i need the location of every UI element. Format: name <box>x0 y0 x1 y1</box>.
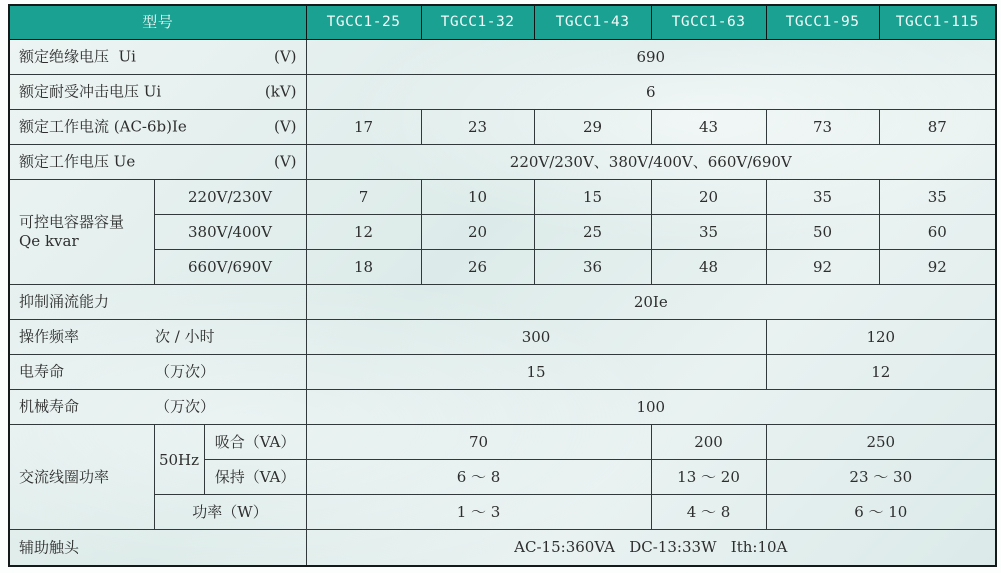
table-row-electrical-life <box>9 355 996 390</box>
table-row-insulation-voltage <box>9 40 996 75</box>
cell-value: 36 <box>534 250 651 285</box>
row-label: 额定绝缘电压 Ui <box>19 47 136 66</box>
table-row-coil-wattage <box>9 495 996 530</box>
cell-value: 200 <box>651 425 766 460</box>
capacity-group-label-cell <box>9 180 154 285</box>
row-unit: (V) <box>273 117 297 136</box>
cell-value: 690 <box>306 40 996 75</box>
cell-value: 220V/230V、380V/400V、660V/690V <box>306 145 996 180</box>
table-row-mechanical-life <box>9 390 996 425</box>
coil-sub-label: 吸合（VA） <box>204 425 306 460</box>
cell-value: 20Ie <box>306 285 996 320</box>
row-label-cell <box>9 285 306 320</box>
cell-value: 6 ～ 10 <box>766 495 996 530</box>
cell-value: 15 <box>534 180 651 215</box>
model-column-header: 型号 <box>9 5 306 40</box>
coil-power-group-label: 交流线圈功率 <box>19 468 110 487</box>
row-unit: (V) <box>273 47 297 66</box>
model-header-tgcc1-32: TGCC1-32 <box>421 5 534 40</box>
capacity-sub-label: 220V/230V <box>154 180 306 215</box>
cell-value: 29 <box>534 110 651 145</box>
table-row-rated-current <box>9 110 996 145</box>
cell-value: 26 <box>421 250 534 285</box>
row-label-cell <box>9 110 306 145</box>
table-row-rated-voltage <box>9 145 996 180</box>
cell-value: 23 <box>421 110 534 145</box>
table-row-inrush-suppression <box>9 285 996 320</box>
cell-value: 23 ～ 30 <box>766 460 996 495</box>
spec-table <box>8 4 997 567</box>
cell-value: 12 <box>306 215 421 250</box>
row-label-cell <box>9 145 306 180</box>
model-header-tgcc1-25: TGCC1-25 <box>306 5 421 40</box>
cell-value: 70 <box>306 425 651 460</box>
cell-value: 300 <box>306 320 766 355</box>
capacity-sub-label: 660V/690V <box>154 250 306 285</box>
row-label-cell <box>9 530 306 566</box>
table-row-capacity-220v <box>9 180 996 215</box>
coil-sub-label: 功率（W） <box>154 495 306 530</box>
row-label: 额定工作电压 Ue <box>19 152 136 171</box>
coil-frequency-cell: 50Hz <box>154 425 204 495</box>
row-unit: (V) <box>273 152 297 171</box>
row-unit: 次 / 小时 <box>155 327 215 346</box>
coil-power-group-label-cell <box>9 425 154 530</box>
model-header-tgcc1-63: TGCC1-63 <box>651 5 766 40</box>
cell-value: 13 ～ 20 <box>651 460 766 495</box>
row-label: 操作频率 <box>19 327 80 346</box>
table-row-capacity-380v <box>9 215 996 250</box>
cell-value: 50 <box>766 215 879 250</box>
model-header-tgcc1-115: TGCC1-115 <box>879 5 996 40</box>
cell-value: 15 <box>306 355 766 390</box>
row-label-cell <box>9 390 306 425</box>
cell-value: 73 <box>766 110 879 145</box>
cell-value: 18 <box>306 250 421 285</box>
row-label: 机械寿命 <box>19 397 80 416</box>
cell-value: 43 <box>651 110 766 145</box>
cell-value: 4 ～ 8 <box>651 495 766 530</box>
row-label-cell <box>9 75 306 110</box>
table-row-operating-frequency <box>9 320 996 355</box>
cell-value: 60 <box>879 215 996 250</box>
cell-value: 20 <box>651 180 766 215</box>
table-row-coil-pickup <box>9 425 996 460</box>
capacity-group-sublabel: Qe kvar <box>19 232 79 251</box>
cell-value: 17 <box>306 110 421 145</box>
cell-value: 120 <box>766 320 996 355</box>
cell-value: 7 <box>306 180 421 215</box>
row-label: 额定耐受冲击电压 Ui <box>19 82 162 101</box>
cell-value: 6 ～ 8 <box>306 460 651 495</box>
row-unit: （万次） <box>155 397 216 416</box>
table-row-capacity-660v <box>9 250 996 285</box>
cell-value: 100 <box>306 390 996 425</box>
cell-value: 10 <box>421 180 534 215</box>
row-unit: （万次） <box>155 362 216 381</box>
model-header-tgcc1-43: TGCC1-43 <box>534 5 651 40</box>
cell-value: 12 <box>766 355 996 390</box>
capacity-group-label: 可控电容器容量 <box>19 213 125 232</box>
row-label: 额定工作电流 (AC-6b)Ie <box>19 117 187 136</box>
cell-value: 92 <box>879 250 996 285</box>
table-row-auxiliary-contact <box>9 530 996 566</box>
cell-value: 25 <box>534 215 651 250</box>
table-header-row <box>9 5 996 40</box>
row-label: 电寿命 <box>19 362 65 381</box>
cell-value: 87 <box>879 110 996 145</box>
model-header-tgcc1-95: TGCC1-95 <box>766 5 879 40</box>
table-row-impulse-voltage <box>9 75 996 110</box>
cell-value: 35 <box>651 215 766 250</box>
cell-value: 1 ～ 3 <box>306 495 651 530</box>
row-unit: (kV) <box>264 82 297 101</box>
cell-value: AC-15:360VA DC-13:33W Ith:10A <box>306 530 996 566</box>
row-label-cell <box>9 320 306 355</box>
row-label: 抑制涌流能力 <box>19 292 110 311</box>
cell-value: 20 <box>421 215 534 250</box>
row-label: 辅助触头 <box>19 538 80 557</box>
coil-sub-label: 保持（VA） <box>204 460 306 495</box>
cell-value: 35 <box>766 180 879 215</box>
cell-value: 250 <box>766 425 996 460</box>
cell-value: 6 <box>306 75 996 110</box>
cell-value: 35 <box>879 180 996 215</box>
cell-value: 92 <box>766 250 879 285</box>
row-label-cell <box>9 40 306 75</box>
cell-value: 48 <box>651 250 766 285</box>
row-label-cell <box>9 355 306 390</box>
capacity-sub-label: 380V/400V <box>154 215 306 250</box>
